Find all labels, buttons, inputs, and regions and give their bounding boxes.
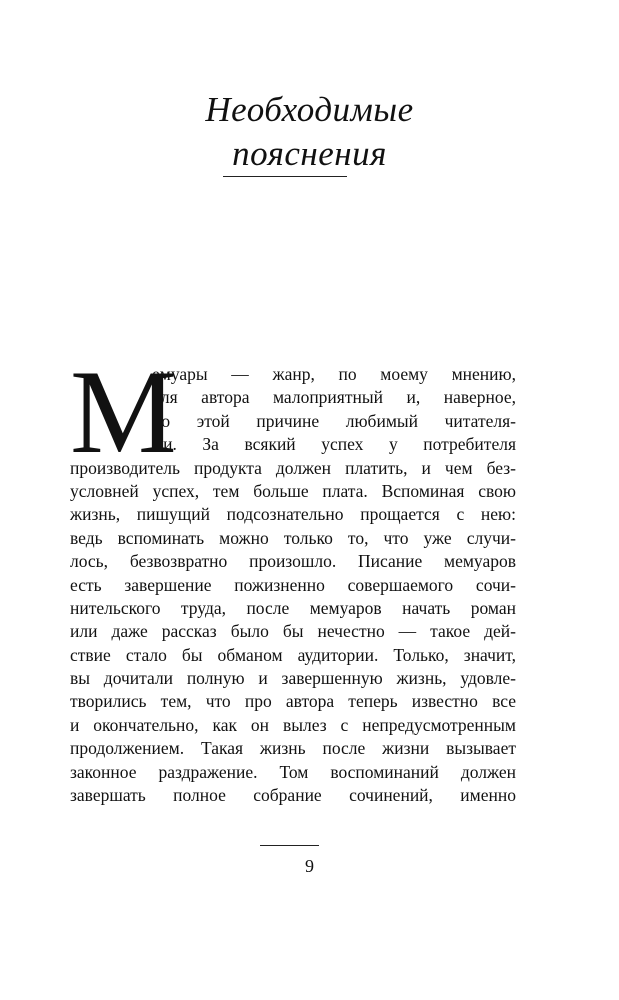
- drop-cap: М: [70, 345, 177, 478]
- text-line: производитель продукта должен платить, и чем без-: [70, 457, 516, 478]
- text-line: ствие стало бы обманом аудитории. Только, значит,: [70, 644, 516, 665]
- text-line: по этой причине любимый читателя-: [152, 410, 516, 431]
- text-line: емуары — жанр, по моему мнению,: [152, 364, 516, 384]
- text-line: для автора малоприятный и, наверное,: [152, 387, 516, 408]
- text-line: и окончательно, как он вылез с непредусмотренным: [70, 714, 516, 735]
- text-line: творились тем, что про автора теперь известно все: [70, 691, 516, 712]
- chapter-title-line-2: пояснения: [232, 134, 387, 173]
- chapter-title: [0, 88, 619, 176]
- title-divider: [223, 176, 347, 177]
- chapter-title-line-1: Необходимые: [205, 90, 414, 129]
- text-line: нительского труда, после мемуаров начать роман: [70, 597, 516, 618]
- text-line: законное раздражение. Том воспоминаний должен: [70, 761, 516, 782]
- text-line: продолжением. Такая жизнь после жизни вызывает: [70, 738, 516, 759]
- text-line: жизнь, пишущий подсознательно прощается с нею:: [70, 504, 516, 525]
- text-line: есть завершение пожизненно совершаемого сочи-: [70, 574, 516, 595]
- page-number: 9: [305, 856, 314, 876]
- text-line: ми. За всякий успех у потребителя: [152, 434, 516, 455]
- text-line: условней успех, тем больше плата. Вспоминая свою: [70, 480, 516, 501]
- text-line: или даже рассказ было бы нечестно — такое дей-: [70, 621, 516, 642]
- text-line: завершать полное собрание сочинений, именно: [70, 785, 516, 806]
- text-line: вы дочитали полную и завершенную жизнь, удовле-: [70, 668, 516, 689]
- text-line: ведь вспоминать можно только то, что уже случи-: [70, 527, 516, 548]
- text-line: лось, безвозвратно произошло. Писание мемуаров: [70, 551, 516, 572]
- body-text: [70, 345, 516, 807]
- page-number-divider: [260, 845, 319, 846]
